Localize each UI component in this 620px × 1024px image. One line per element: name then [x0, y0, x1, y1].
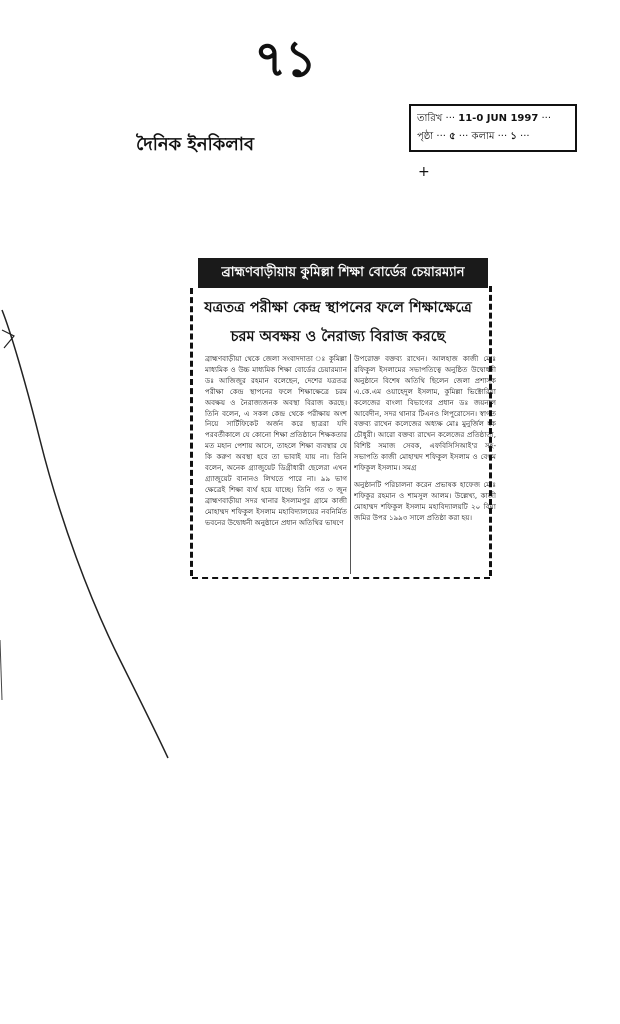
headline-line-1: যত্রতত্র পরীক্ষা কেন্দ্র স্থাপনের ফলে শিক্ষাক্ষেত্রে [204, 300, 472, 316]
newspaper-name: দৈনিক ইনকিলাব [136, 134, 254, 155]
article-kicker: ব্রাহ্মণবাড়ীয়ায় কুমিল্লা শিক্ষা বোর্ডের চেয়ারম্যান [198, 258, 488, 288]
stamp-page-value: ৫ [449, 131, 456, 142]
article-paragraph: অনুষ্ঠানটি পরিচালনা করেন প্রভাষক হাফেজ মোঃ শফিকুর রহমান ও শামসুল আলম। উল্লেখ্য, কাজী মোহাম্মদ শফিকুল ইসলাম মহাবিদ্যালয়টি ২০ বিঘা জমির উপর ১৯৯৩ সালে প্রতিষ্ঠা করা হয়। [354, 479, 496, 522]
stamp-column-value: ১ [510, 131, 517, 142]
stamp-date-label: তারিখ [417, 113, 443, 124]
stamp-date-row: তারিখ ··· 11-0 JUN 1997 ··· [417, 113, 552, 124]
stamp-date-value: 11-0 JUN 1997 [458, 113, 539, 124]
stamp-page-label: পৃষ্ঠা [417, 131, 434, 142]
article-paragraph: উপরোক্ত বক্তব্য রাখেন। আলহাজ কাজী মোঃ রফিকুল ইসলামের সভাপতিত্বে অনুষ্ঠিত উদ্বোধনী অনুষ্ঠানে বিশেষ অতিথি ছিলেন জেলা প্রশাসক এ.কে.এম ওয়াহেদুল ইসলাম, কুমিল্লা ভিক্টোরিয়া কলেজের বাংলা বিভাগের প্রধান ডঃ জয়নাল আবেদীন, সদর থানার টিএনও লিপুরোসেন। স্বাগত বক্তব্য রাখেন কলেজের অধ্যক্ষ মোঃ মুনুর্জিল হক চৌধুরী। আরো বক্তব্য রাখেন কলেজের প্রতিষ্ঠাতা, বিশিষ্ট সমাজ সেবক, এফবিসিসিআই'র সহ-সভাপতি কাজী মোহাম্মদ শফিকুল ইসলাম ও বেগম শফিকুল ইসলাম। সমগ্র [354, 354, 496, 473]
headline-line-2: চরম অবক্ষয় ও নৈরাজ্য বিরাজ করছে [230, 329, 446, 345]
tick-mark-icon: + [418, 164, 430, 180]
stamp-column-label: কলাম [471, 131, 495, 142]
stamp-page-row: পৃষ্ঠা ··· ৫ ··· কলাম ··· ১ ··· [417, 131, 530, 142]
page-number: ৭১ [254, 30, 315, 88]
article-paragraph: ব্রাহ্মণবাড়ীয়া থেকে জেলা সংবাদদাতা ঃ কুমিল্লা মাধ্যমিক ও উচ্চ মাধ্যমিক শিক্ষা বোর্ডের চেয়ারম্যান ডঃ আজিজুর রহমান বলেছেন, দেশের যত্রতত্র পরীক্ষা কেন্দ্র স্থাপনের ফলে শিক্ষাক্ষেত্রে চরম অবক্ষয় ও নৈরাজ্যজনক অবস্থা বিরাজ করছে। তিনি বলেন, এ সকল কেন্দ্র থেকে পরীক্ষায় অংশ নিয়ে সার্টিফিকেট অর্জন করে ছাত্ররা যদি পরবর্তীকালে যে কোনো শিক্ষা প্রতিষ্ঠানে শিক্ষকতার মত মহান পেশায় আসে, তাহলে শিক্ষা ব্যবস্থার যে কি করুণ অবস্থা হবে তা ভাবাই যায় না। তিনি বলেন, অনেক গ্র্যাজুয়েট ডিগ্রীধারী ছেলেরা এখন গ্র্যাজুয়েট বানানও লিখতে পারে না। ৯৯ ভাগ ক্ষেত্রেই শিক্ষা ব্যর্থ হয়ে যাচ্ছে। তিনি গত ৩ জুন ব্রাহ্মণবাড়ীয়া সদর থানার ইসলামপুর গ্রামে কাজী মোহাম্মদ শফিকুল ইসলাম মহাবিদ্যালয়ের নবনির্মিত ভবনের উদ্বোধনী অনুষ্ঠানে প্রধান অতিথির ভাষণে [205, 354, 347, 527]
